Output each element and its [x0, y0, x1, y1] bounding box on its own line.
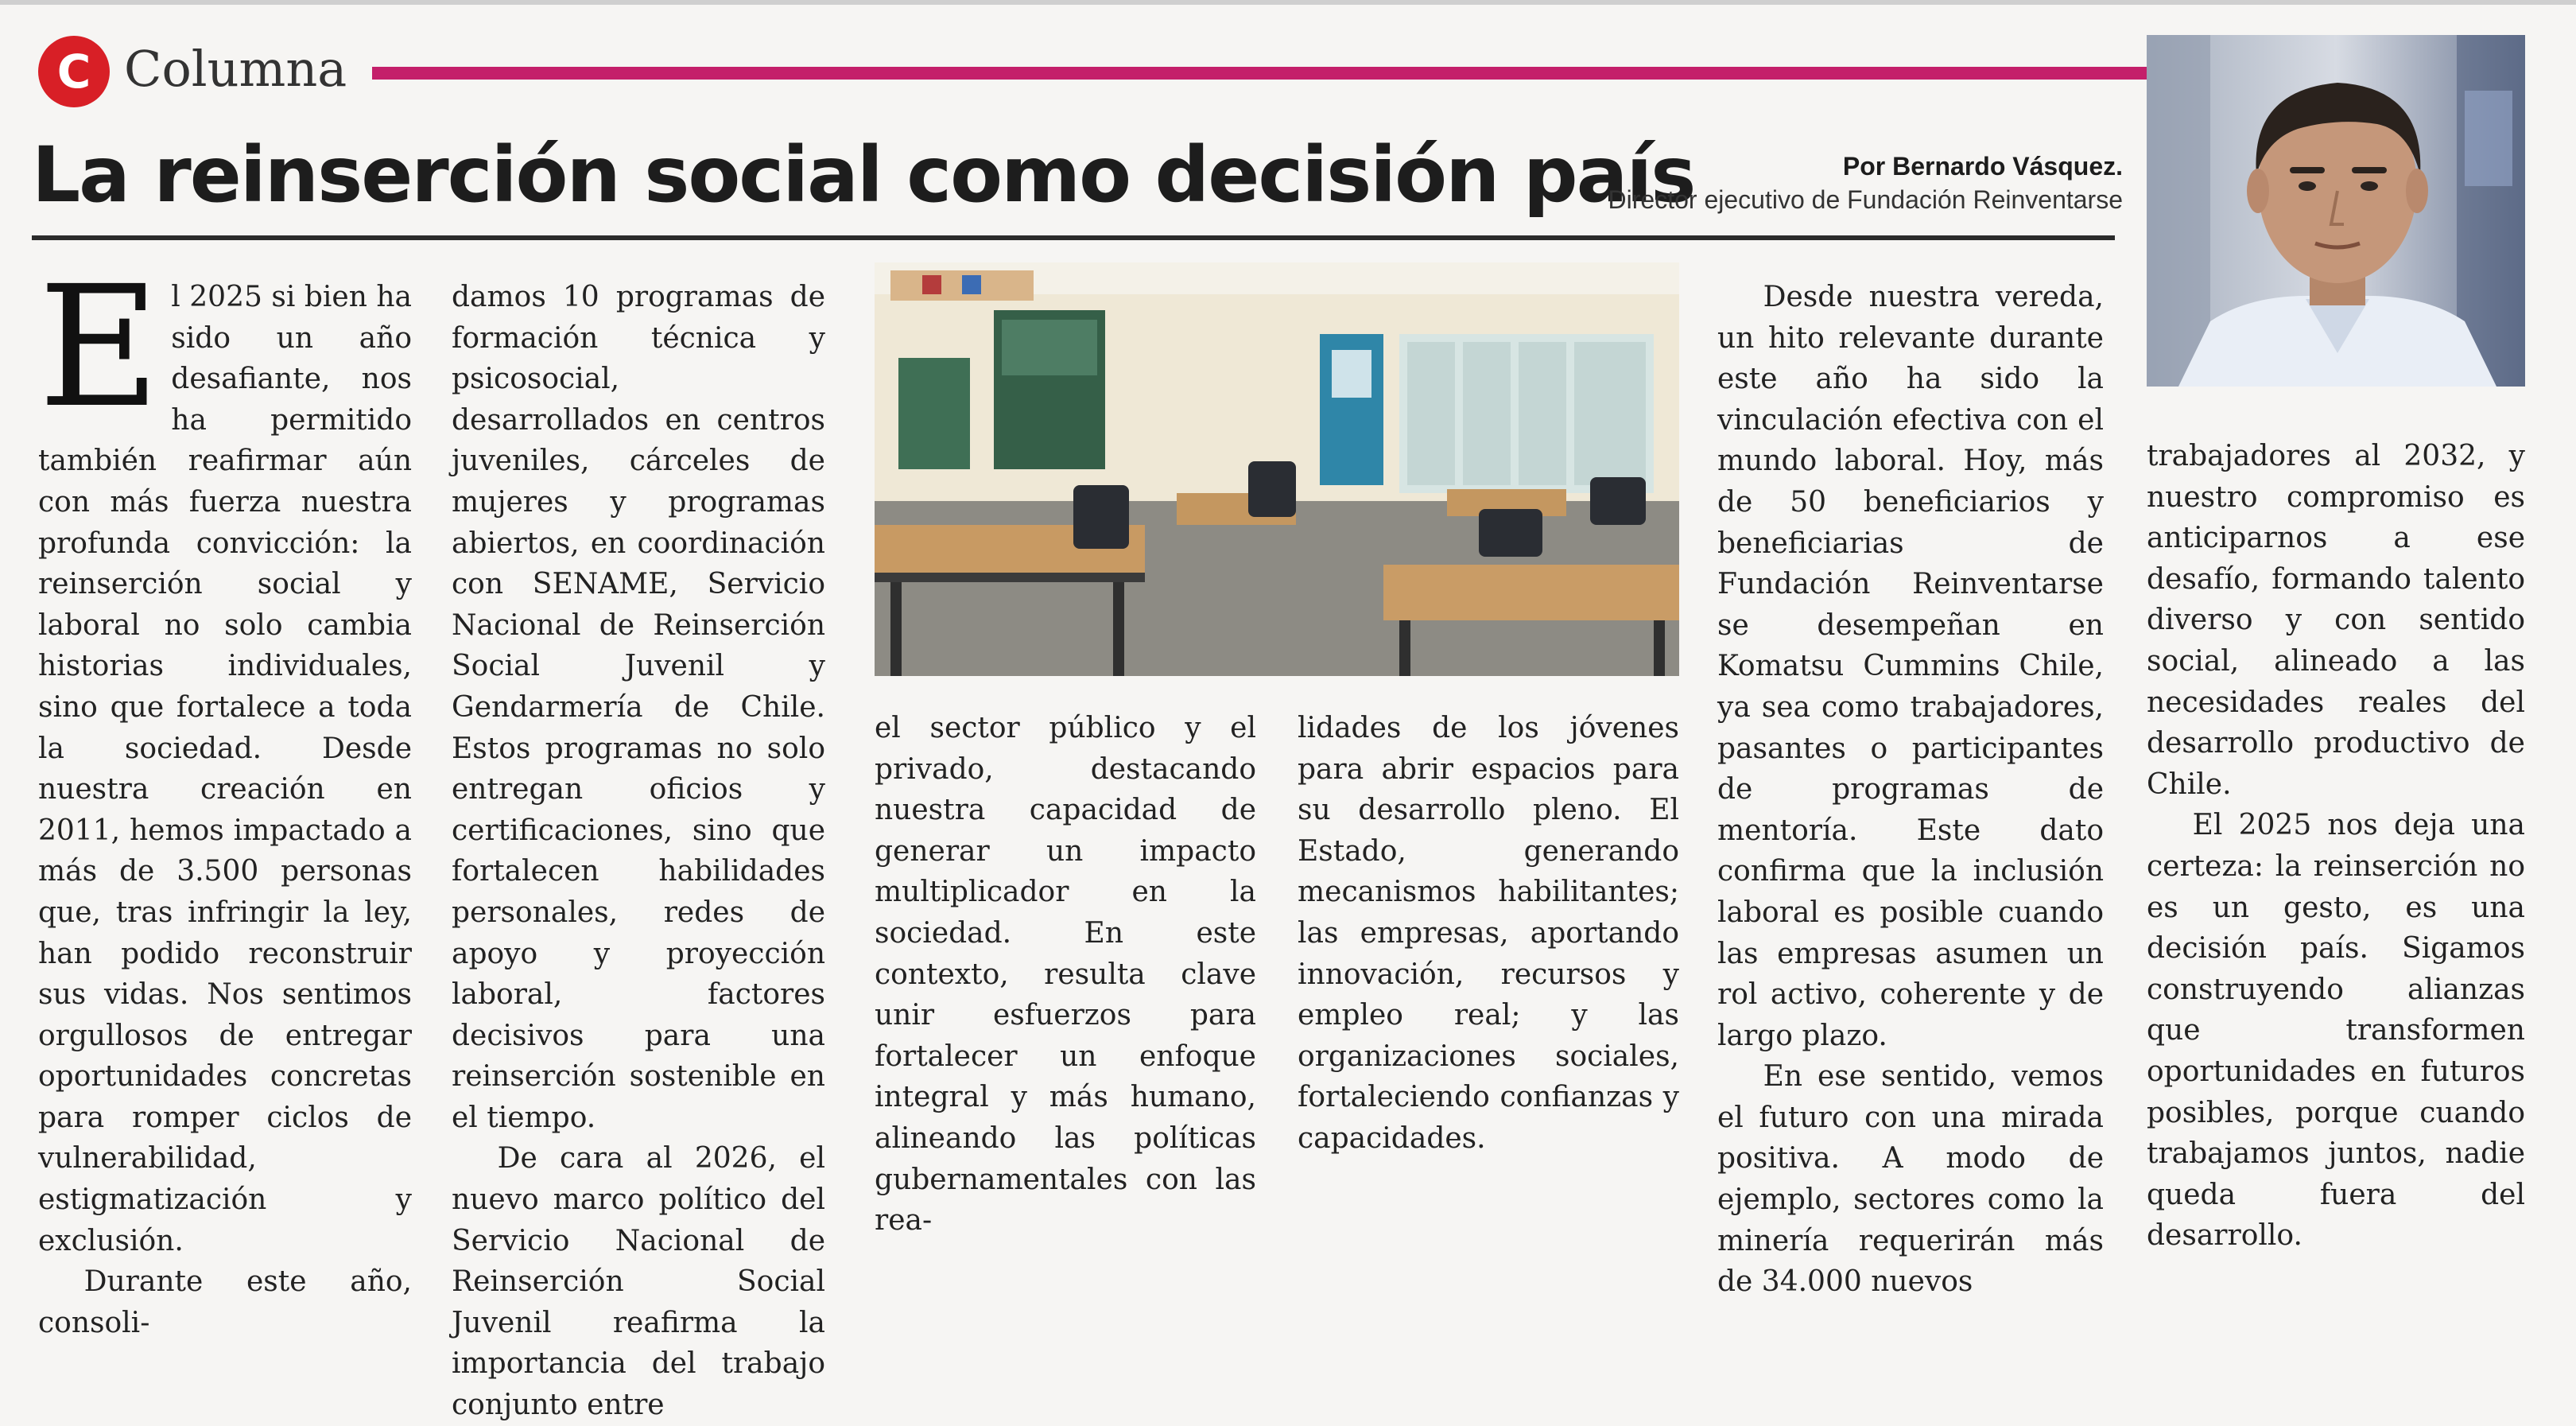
section-rule [372, 67, 2147, 80]
classroom-illustration [875, 262, 1679, 676]
paragraph: el sector público y el privado, destacando nuestra capacidad de generar un impacto multiplicador en la sociedad. En este contexto, resulta clave unir esfuerzos para fortalecer un enfoque integral y más humano, alineando las políticas gubernamentales con las rea- [875, 712, 1256, 1238]
byline [1608, 150, 2123, 216]
article-column-2 [452, 277, 825, 1426]
headline-rule [32, 235, 2115, 240]
paragraph-text: l 2025 si bien ha sido un año desafiante, nos ha permitido también reafirmar aún con más fuerza nuestra profunda convicción: la reinserción social y laboral no solo cambia historias individuales, sino que fortalece a toda la sociedad. Desde nuestra creación en 2011, hemos impactado a más de 3.500 personas que, tras infringir la ley, han podido reconstruir sus vidas. Nos sentimos orgullosos de entregar oportunidades concretas para romper ciclos de vulnerabilidad, estigmatización y exclusión. [38, 281, 412, 1257]
paragraph: Durante este año, consoli- [38, 1265, 412, 1339]
classroom-photo [875, 262, 1679, 676]
paragraph: En ese sentido, vemos el futuro con una mirada positiva. A modo de ejemplo, sectores como la minería requerirán más de 34.000 nuevos [1717, 1060, 2104, 1299]
paragraph: Desde nuestra vereda, un hito relevante durante este año ha sido la vinculación efectiva con el mundo laboral. Hoy, más de 50 beneficiarios y beneficiarias de Fundación Reinventarse se desempeñan en Komatsu Cummins Chile, ya sea como trabajadores, pasantes o participantes de programas de mentoría. Este dato confirma que la inclusión laboral es posible cuando las empresas asumen un rol activo, coherente y de largo plazo. [1717, 281, 2104, 1052]
article-column-6 [2147, 436, 2525, 1257]
paragraph: lidades de los jóvenes para abrir espacios para su desarrollo pleno. El Estado, generando mecanismos habilitantes; las empresas, aportando innovación, recursos y empleo real; y las organizaciones sociales, fortaleciendo confianzas y capacidades. [1298, 712, 1679, 1155]
article-column-4 [1298, 708, 1679, 1160]
drop-cap: E [38, 250, 161, 445]
section-badge: C [38, 36, 110, 107]
paragraph: trabajadores al 2032, y nuestro compromiso es anticiparnos a ese desafío, formando talento diverso y con sentido social, alineado a las necesidades reales del desarrollo productivo de Chile. [2147, 440, 2525, 801]
paragraph: El 2025 nos deja una certeza: la reinserción no es un gesto, es una decisión país. Sigamos construyendo alianzas que transformen oportunidades en futuros posibles, porque cuando trabajamos juntos, nadie queda fuera del desarrollo. [2147, 809, 2525, 1253]
portrait-illustration [2147, 35, 2525, 387]
paragraph: De cara al 2026, el nuevo marco político del Servicio Nacional de Reinserción Social Juvenil reafirma la importancia del trabajo conjunto entre [452, 1142, 825, 1422]
paragraph: damos 10 programas de formación técnica y psicosocial, desarrollados en centros juveniles, cárceles de mujeres y programas abiertos, en coordinación con SENAME, Servicio Nacional de Reinserción Social Juvenil y Gendarmería de Chile. Estos programas no solo entregan oficios y certificaciones, sino que fortalecen habilidades personales, redes de apoyo y proyección laboral, factores decisivos para una reinserción sostenible en el tiempo. [452, 281, 825, 1134]
article-headline: La reinserción social como decisión país [32, 130, 1695, 220]
article-column-5 [1717, 277, 2104, 1303]
author-role: Director ejecutivo de Fundación Reinventarse [1608, 185, 2123, 214]
paragraph [38, 250, 412, 1261]
author-name: Por Bernardo Vásquez. [1842, 152, 2123, 181]
author-portrait [2147, 35, 2525, 387]
article-column-3 [875, 708, 1256, 1241]
top-border [0, 0, 2576, 5]
article-column-1 [38, 250, 412, 1343]
section-label: Columna [124, 40, 347, 98]
